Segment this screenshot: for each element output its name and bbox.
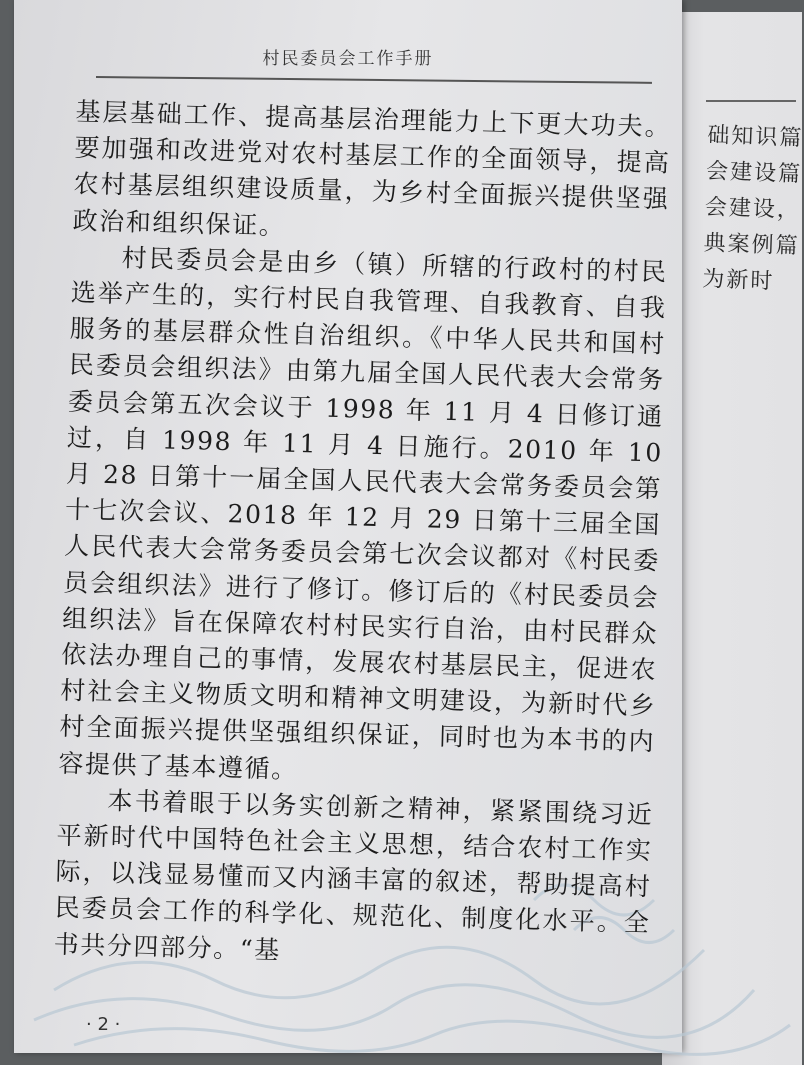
facing-page-text (701, 118, 804, 301)
paragraph: 基层基础工作、提高基层治理能力上下更大功夫。要加强和改进党对农村基层工作的全面领导，提高农村基层组织建设质量，为乡村全面振兴提供坚强政治和组织保证。 (72, 96, 672, 241)
paragraph: 本书着眼于以务实创新之精神，紧紧围绕习近平新时代中国特色社会主义思想，结合农村工作实际，以浅显易懂而又内涵丰富的叙述，帮助提高村民委员会工作的科学化、规范化、制度化水平。全书共分四部分。“基 (53, 785, 654, 965)
page-number: · 2 · (86, 1014, 121, 1035)
paragraph: 村民委员会是由乡（镇）所辖的行政村的村民选举产生的，实行村民自我管理、自我教育、自我服务的基层群众性自治组织。《中华人民共和国村民委员会组织法》由第九届全国人民代表大会常务委员会第五次会议于 1998 年 11 月 4 日修订通过，自 1998 年 11 月 4 日施行。2010 年 10 月 28 日第十一届全国人民代表大会常务委员会第十七次会议、2018 年 12 月 29 日第十三届全国人民代表大会常务委员会第七次会议都对《村民委员会组织法》进行了修订。修订后的《村民委员会组织法》旨在保障农村村民实行自治，由村民群众依法办理自己的事情，发展农村基层民主，促进农村社会主义物质文明和精神文明建设，为新时代乡村全面振兴提供坚强组织保证，同时也为本书的内容提供了基本遵循。 (58, 243, 668, 784)
facing-page-line: 典案例篇 (703, 230, 801, 260)
header-rule (96, 76, 652, 84)
body-text (53, 94, 672, 978)
facing-page-line: 会建设， (704, 194, 802, 224)
facing-page-line: 为新时 (701, 266, 775, 295)
facing-page-line: 础知识篇 (706, 122, 804, 152)
running-head: 村民委员会工作手册 (262, 49, 434, 69)
facing-page-line: 会建设篇 (705, 158, 803, 188)
facing-page-rule (706, 100, 796, 102)
